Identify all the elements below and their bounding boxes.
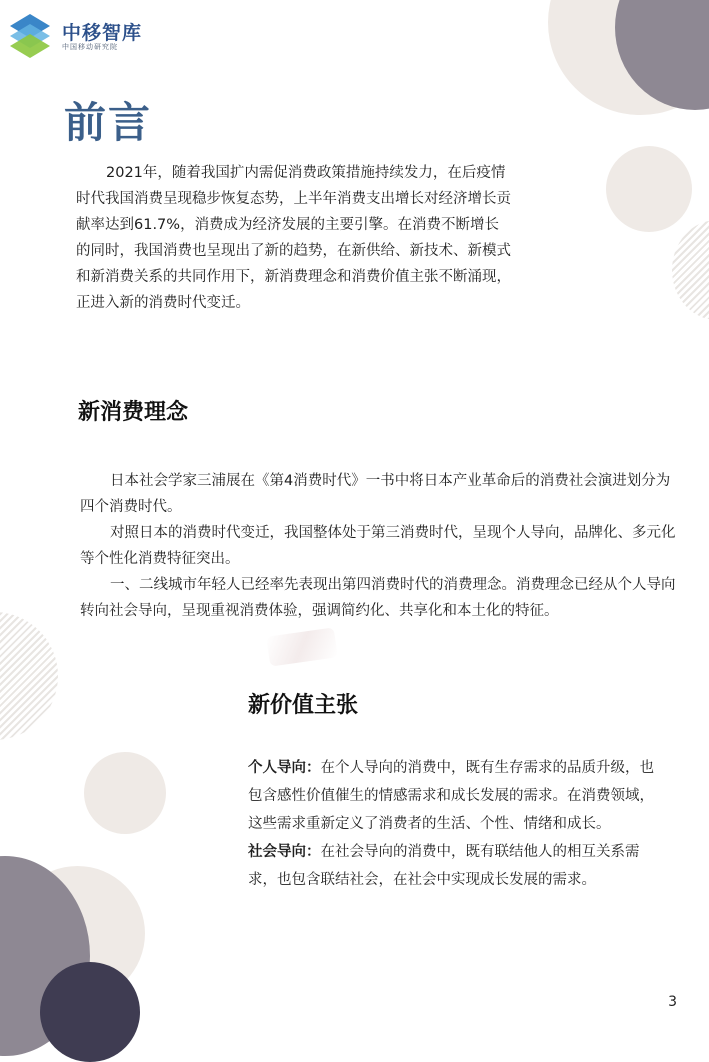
value-item-label: 社会导向： bbox=[248, 844, 321, 860]
section-title-new-value: 新价值主张 bbox=[248, 693, 359, 718]
consumption-paragraph: 日本社会学家三浦展在《第4消费时代》一书中将日本产业革命后的消费社会演进划分为四个消费时代。 bbox=[80, 473, 671, 515]
decor-circle-right-striped bbox=[672, 220, 709, 320]
foreword-paragraph bbox=[76, 160, 512, 316]
value-item-label: 个人导向： bbox=[248, 760, 321, 776]
logo-name: 中移智库 bbox=[62, 22, 143, 44]
logo-subtitle: 中国移动研究院 bbox=[62, 43, 118, 51]
value-item-text: 在个人导向的消费中，既有生存需求的品质升级，也包含感性价值催生的情感需求和成长发展的需求。在消费领域，这些需求重新定义了消费者的生活、个性、情绪和成长。 bbox=[248, 760, 654, 832]
foreword-title: 前言 bbox=[64, 98, 153, 147]
decor-circle-left-small bbox=[84, 752, 166, 834]
new-consumption-body bbox=[80, 468, 680, 624]
consumption-paragraph: 一、二线城市年轻人已经率先表现出第四消费时代的消费理念。消费理念已经从个人导向转向社会导向，呈现重视消费体验，强调简约化、共享化和本土化的特征。 bbox=[80, 577, 676, 619]
decor-circle-bottom-left-dark bbox=[40, 962, 140, 1062]
value-item-personal bbox=[248, 754, 668, 838]
new-value-body bbox=[248, 754, 668, 894]
page-number: 3 bbox=[668, 994, 677, 1010]
consumption-paragraph: 对照日本的消费时代变迁，我国整体处于第三消费时代，呈现个人导向，品牌化、多元化等个性化消费特征突出。 bbox=[80, 525, 676, 567]
decor-circle-left-striped bbox=[0, 612, 58, 740]
logo-icon bbox=[8, 12, 52, 58]
foreword-text: 2021年，随着我国扩内需促消费政策措施持续发力，在后疫情时代我国消费呈现稳步恢复态势，上半年消费支出增长对经济增长贡献率达到61.7%，消费成为经济发展的主要引擎。在消费不断增长的同时，我国消费也呈现出了新的趋势，在新供给、新技术、新模式和新消费关系的共同作用下，新消费理念和消费价值主张不断涌现，正进入新的消费时代变迁。 bbox=[76, 165, 511, 311]
value-item-text: 在社会导向的消费中，既有联结他人的相互关系需求，也包含联结社会，在社会中实现成长发展的需求。 bbox=[248, 844, 640, 888]
decor-smudge bbox=[266, 627, 338, 666]
decor-circle-right-small bbox=[606, 146, 692, 232]
value-item-social bbox=[248, 838, 668, 894]
section-title-new-consumption: 新消费理念 bbox=[78, 400, 189, 425]
